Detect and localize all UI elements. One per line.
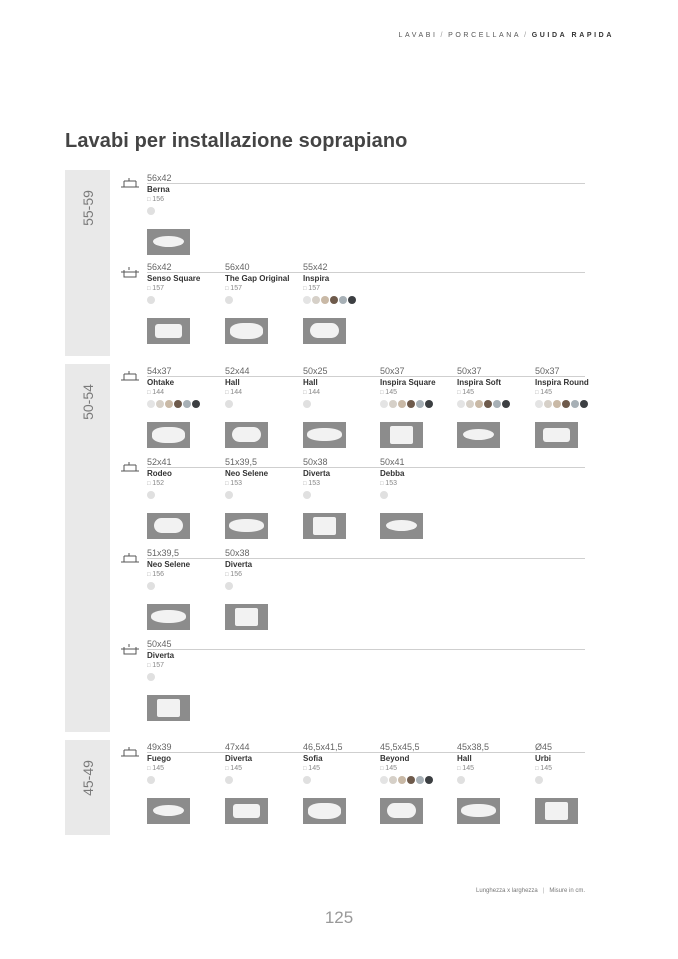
color-swatch bbox=[562, 400, 570, 408]
product-dimensions: 52x41 bbox=[147, 457, 172, 467]
product-name: Inspira bbox=[303, 274, 330, 283]
product-page-ref: □ 144 bbox=[147, 388, 222, 398]
color-swatch bbox=[174, 400, 182, 408]
color-swatches bbox=[380, 491, 455, 499]
product-name: Inspira Square bbox=[380, 378, 436, 387]
product-card[interactable] bbox=[535, 366, 610, 448]
color-swatch bbox=[389, 776, 397, 784]
breadcrumb-lavabi: LAVABI bbox=[398, 32, 438, 39]
product-image bbox=[457, 422, 500, 448]
product-card[interactable] bbox=[457, 742, 532, 824]
product-image bbox=[147, 604, 190, 630]
product-page-ref: □ 153 bbox=[225, 479, 300, 489]
product-card[interactable] bbox=[147, 639, 222, 721]
color-swatches bbox=[535, 400, 610, 408]
size-band-label: 45-49 bbox=[79, 760, 96, 796]
product-name: Hall bbox=[303, 378, 318, 387]
color-swatch bbox=[484, 400, 492, 408]
breadcrumb-separator: / bbox=[440, 32, 446, 39]
product-name: Berna bbox=[147, 185, 170, 194]
product-page-ref: □ 145 bbox=[225, 764, 300, 774]
color-swatch bbox=[553, 400, 561, 408]
countertop-basin-icon bbox=[120, 553, 140, 565]
color-swatch bbox=[339, 296, 347, 304]
size-band-label: 55-59 bbox=[79, 190, 96, 226]
color-swatches bbox=[457, 776, 532, 784]
product-card[interactable] bbox=[147, 457, 222, 539]
color-swatch bbox=[425, 776, 433, 784]
product-dimensions: 55x42 bbox=[303, 262, 328, 272]
product-dimensions: 56x42 bbox=[147, 173, 172, 183]
product-page-ref: □ 145 bbox=[457, 764, 532, 774]
color-swatch bbox=[225, 491, 233, 499]
product-image bbox=[147, 422, 190, 448]
product-card[interactable] bbox=[147, 548, 222, 630]
color-swatches bbox=[380, 400, 455, 408]
color-swatch bbox=[457, 400, 465, 408]
color-swatches bbox=[303, 776, 378, 784]
color-swatch bbox=[398, 400, 406, 408]
measurement-note bbox=[476, 888, 585, 894]
page-number: 125 bbox=[324, 908, 354, 927]
color-swatch bbox=[416, 776, 424, 784]
product-image bbox=[380, 422, 423, 448]
product-image bbox=[303, 318, 346, 344]
product-card[interactable] bbox=[147, 366, 222, 448]
product-page-ref: □ 153 bbox=[303, 479, 378, 489]
product-card[interactable] bbox=[225, 742, 300, 824]
color-swatch bbox=[225, 776, 233, 784]
product-page-ref: □ 157 bbox=[225, 284, 300, 294]
product-name: Fuego bbox=[147, 754, 171, 763]
product-image bbox=[535, 798, 578, 824]
color-swatch bbox=[147, 673, 155, 681]
product-name: Senso Square bbox=[147, 274, 201, 283]
product-dimensions: 46,5x41,5 bbox=[303, 742, 343, 752]
color-swatch bbox=[348, 296, 356, 304]
product-dimensions: 56x40 bbox=[225, 262, 250, 272]
color-swatches bbox=[147, 673, 222, 681]
product-page-ref: □ 145 bbox=[380, 388, 455, 398]
color-swatch bbox=[380, 491, 388, 499]
color-swatches bbox=[457, 400, 532, 408]
product-card[interactable] bbox=[303, 742, 378, 824]
product-image bbox=[147, 798, 190, 824]
product-page-ref: □ 145 bbox=[535, 764, 610, 774]
measurement-note-dimensions: Lunghezza x larghezza bbox=[476, 888, 538, 894]
product-dimensions: 51x39,5 bbox=[225, 457, 258, 467]
product-card[interactable] bbox=[380, 457, 455, 539]
product-image bbox=[147, 513, 190, 539]
color-swatch bbox=[330, 296, 338, 304]
product-name: Diverta bbox=[303, 469, 331, 478]
color-swatch bbox=[147, 582, 155, 590]
product-image bbox=[457, 798, 500, 824]
product-card[interactable] bbox=[303, 366, 378, 448]
color-swatches bbox=[147, 400, 222, 408]
product-dimensions: 50x45 bbox=[147, 639, 172, 649]
product-image bbox=[225, 513, 268, 539]
product-name: Urbi bbox=[535, 754, 551, 763]
color-swatches bbox=[225, 582, 300, 590]
product-page-ref: □ 152 bbox=[147, 479, 222, 489]
product-dimensions: 50x37 bbox=[457, 366, 482, 376]
product-page-ref: □ 157 bbox=[303, 284, 378, 294]
product-name: Diverta bbox=[225, 560, 253, 569]
breadcrumb-porcellana: PORCELLANA bbox=[448, 32, 522, 39]
product-card[interactable] bbox=[457, 366, 532, 448]
product-image bbox=[225, 318, 268, 344]
product-dimensions: 56x42 bbox=[147, 262, 172, 272]
semi-recessed-basin-icon bbox=[120, 267, 140, 279]
color-swatches bbox=[303, 400, 378, 408]
color-swatch bbox=[303, 400, 311, 408]
color-swatch bbox=[303, 491, 311, 499]
product-name: Neo Selene bbox=[147, 560, 191, 569]
color-swatches bbox=[303, 296, 378, 304]
color-swatch bbox=[580, 400, 588, 408]
color-swatch bbox=[303, 296, 311, 304]
product-name: Diverta bbox=[147, 651, 175, 660]
color-swatch bbox=[493, 400, 501, 408]
color-swatches bbox=[147, 491, 222, 499]
color-swatch bbox=[475, 400, 483, 408]
product-image bbox=[303, 798, 346, 824]
product-name: Inspira Round bbox=[535, 378, 589, 387]
product-image bbox=[303, 513, 346, 539]
countertop-basin-icon bbox=[120, 371, 140, 383]
product-image bbox=[225, 604, 268, 630]
color-swatches bbox=[225, 400, 300, 408]
color-swatch bbox=[502, 400, 510, 408]
product-name: Hall bbox=[225, 378, 240, 387]
product-card[interactable] bbox=[303, 262, 378, 344]
color-swatch bbox=[303, 776, 311, 784]
color-swatch bbox=[312, 296, 320, 304]
product-page-ref: □ 145 bbox=[147, 764, 222, 774]
product-dimensions: 45x38,5 bbox=[457, 742, 490, 752]
product-dimensions: 50x25 bbox=[303, 366, 328, 376]
color-swatch bbox=[192, 400, 200, 408]
size-band-45-49 bbox=[65, 740, 110, 835]
product-dimensions: 52x44 bbox=[225, 366, 250, 376]
product-card[interactable] bbox=[535, 742, 610, 824]
color-swatches bbox=[303, 491, 378, 499]
product-card[interactable] bbox=[225, 548, 300, 630]
product-name: The Gap Original bbox=[225, 274, 290, 283]
product-card[interactable] bbox=[147, 262, 222, 344]
color-swatches bbox=[535, 776, 610, 784]
color-swatches bbox=[147, 296, 222, 304]
color-swatch bbox=[156, 400, 164, 408]
size-band-55-59 bbox=[65, 170, 110, 356]
size-band-label: 50-54 bbox=[79, 384, 96, 420]
product-image bbox=[380, 798, 423, 824]
color-swatch bbox=[165, 400, 173, 408]
breadcrumb-guida-rapida: GUIDA RAPIDA bbox=[531, 32, 614, 39]
product-page-ref: □ 144 bbox=[303, 388, 378, 398]
product-page-ref: □ 157 bbox=[147, 284, 222, 294]
product-card[interactable] bbox=[147, 173, 222, 255]
color-swatch bbox=[380, 776, 388, 784]
color-swatch bbox=[407, 776, 415, 784]
color-swatch bbox=[225, 582, 233, 590]
color-swatches bbox=[225, 491, 300, 499]
product-card[interactable] bbox=[303, 457, 378, 539]
product-page-ref: □ 145 bbox=[303, 764, 378, 774]
product-page-ref: □ 156 bbox=[147, 195, 222, 205]
color-swatch bbox=[571, 400, 579, 408]
product-page-ref: □ 144 bbox=[225, 388, 300, 398]
color-swatch bbox=[147, 400, 155, 408]
product-dimensions: 45,5x45,5 bbox=[380, 742, 420, 752]
product-name: Inspira Soft bbox=[457, 378, 502, 387]
product-card[interactable] bbox=[225, 457, 300, 539]
color-swatches bbox=[380, 776, 455, 784]
page-title: Lavabi per installazione soprapiano bbox=[65, 130, 408, 152]
product-dimensions: 50x41 bbox=[380, 457, 405, 467]
color-swatch bbox=[535, 776, 543, 784]
product-name: Neo Selene bbox=[225, 469, 269, 478]
countertop-basin-icon bbox=[120, 747, 140, 759]
product-page-ref: □ 156 bbox=[147, 570, 222, 580]
product-name: Hall bbox=[457, 754, 472, 763]
product-image bbox=[147, 695, 190, 721]
product-name: Diverta bbox=[225, 754, 253, 763]
color-swatch bbox=[544, 400, 552, 408]
color-swatch bbox=[398, 776, 406, 784]
product-page-ref: □ 157 bbox=[147, 661, 222, 671]
size-band-50-54 bbox=[65, 364, 110, 732]
color-swatch bbox=[457, 776, 465, 784]
product-image bbox=[147, 318, 190, 344]
color-swatches bbox=[147, 207, 222, 215]
product-dimensions: 54x37 bbox=[147, 366, 172, 376]
product-name: Ohtake bbox=[147, 378, 175, 387]
product-dimensions: 50x38 bbox=[225, 548, 250, 558]
product-dimensions: 50x38 bbox=[303, 457, 328, 467]
product-dimensions: 50x37 bbox=[535, 366, 560, 376]
breadcrumb-separator: / bbox=[524, 32, 529, 39]
product-card[interactable] bbox=[380, 742, 455, 824]
color-swatch bbox=[380, 400, 388, 408]
color-swatch bbox=[425, 400, 433, 408]
product-page-ref: □ 145 bbox=[535, 388, 610, 398]
product-name: Sofia bbox=[303, 754, 323, 763]
product-page-ref: □ 145 bbox=[457, 388, 532, 398]
color-swatches bbox=[225, 776, 300, 784]
color-swatch bbox=[416, 400, 424, 408]
color-swatch bbox=[147, 491, 155, 499]
product-image bbox=[225, 422, 268, 448]
color-swatch bbox=[535, 400, 543, 408]
color-swatches bbox=[147, 582, 222, 590]
product-card[interactable] bbox=[225, 262, 300, 344]
color-swatch bbox=[147, 296, 155, 304]
product-page-ref: □ 153 bbox=[380, 479, 455, 489]
semi-recessed-basin-icon bbox=[120, 644, 140, 656]
color-swatch bbox=[225, 296, 233, 304]
measurement-note-units: Misure in cm. bbox=[549, 888, 585, 894]
product-page-ref: □ 145 bbox=[380, 764, 455, 774]
countertop-basin-icon bbox=[120, 462, 140, 474]
product-card[interactable] bbox=[380, 366, 455, 448]
product-dimensions: 50x37 bbox=[380, 366, 405, 376]
color-swatches bbox=[225, 296, 300, 304]
product-name: Debba bbox=[380, 469, 405, 478]
countertop-basin-icon bbox=[120, 178, 140, 190]
color-swatch bbox=[147, 207, 155, 215]
product-dimensions: 47x44 bbox=[225, 742, 250, 752]
color-swatch bbox=[466, 400, 474, 408]
product-image bbox=[147, 229, 190, 255]
product-dimensions: 51x39,5 bbox=[147, 548, 180, 558]
breadcrumb-header bbox=[398, 32, 614, 39]
product-dimensions: 49x39 bbox=[147, 742, 172, 752]
product-image bbox=[303, 422, 346, 448]
product-card[interactable] bbox=[225, 366, 300, 448]
product-page-ref: □ 156 bbox=[225, 570, 300, 580]
product-name: Rodeo bbox=[147, 469, 172, 478]
product-card[interactable] bbox=[147, 742, 222, 824]
color-swatches bbox=[147, 776, 222, 784]
color-swatch bbox=[183, 400, 191, 408]
color-swatch bbox=[389, 400, 397, 408]
product-image bbox=[535, 422, 578, 448]
color-swatch bbox=[407, 400, 415, 408]
measurement-note-divider: | bbox=[542, 888, 545, 894]
product-image bbox=[225, 798, 268, 824]
color-swatch bbox=[225, 400, 233, 408]
product-dimensions: Ø45 bbox=[535, 742, 553, 752]
product-image bbox=[380, 513, 423, 539]
color-swatch bbox=[147, 776, 155, 784]
color-swatch bbox=[321, 296, 329, 304]
product-name: Beyond bbox=[380, 754, 410, 763]
